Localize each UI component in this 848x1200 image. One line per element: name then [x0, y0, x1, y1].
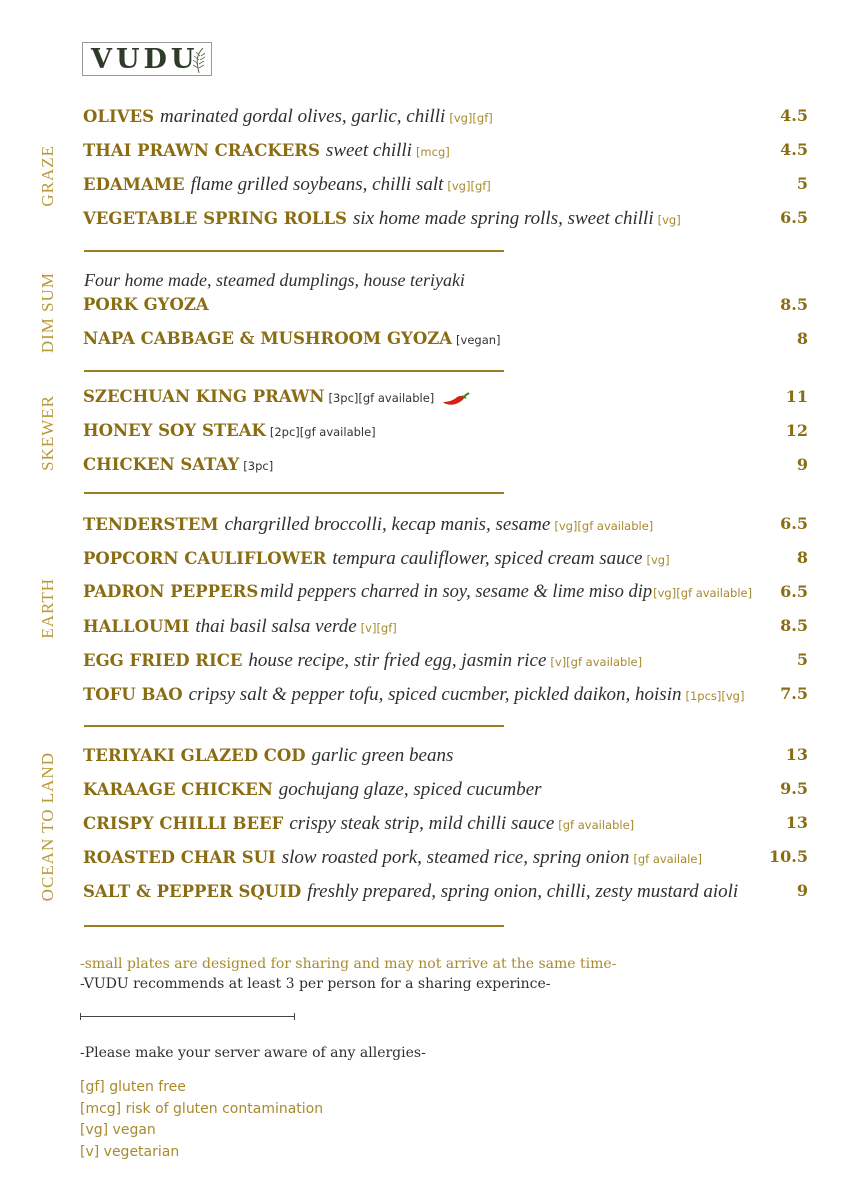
item-name: PORK GYOZA — [83, 295, 209, 314]
item-price: 11 — [785, 387, 808, 406]
legend-item: [gf] gluten free — [80, 1079, 186, 1095]
item-price: 5 — [796, 174, 808, 193]
item-price: 8 — [796, 548, 808, 567]
item-description: slow roasted pork, steamed rice, spring onion — [281, 847, 630, 868]
brand-logo — [82, 42, 212, 76]
section-divider — [84, 725, 504, 727]
item-name: SALT & PEPPER SQUID — [83, 882, 302, 901]
item-description: sweet chilli — [325, 140, 412, 161]
allergy-note: -Please make your server aware of any allergies- — [80, 1045, 426, 1061]
item-price: 8.5 — [780, 616, 808, 635]
chili-pepper-icon — [440, 392, 470, 408]
item-price: 9 — [796, 881, 808, 900]
item-name: THAI PRAWN CRACKERS — [83, 141, 320, 160]
item-description: mild peppers charred in soy, sesame & lime miso dip — [260, 582, 653, 602]
item-name: CHICKEN SATAY — [83, 455, 240, 474]
dietary-legend — [80, 1079, 323, 1165]
menu-item — [83, 847, 808, 873]
item-name: TERIYAKI GLAZED COD — [83, 746, 306, 765]
item-description: thai basil salsa verde — [195, 616, 357, 637]
item-name: ROASTED CHAR SUI — [83, 848, 276, 867]
menu-item — [83, 684, 808, 710]
category-label-graze: GRAZE — [38, 145, 57, 207]
item-description: tempura cauliflower, spiced cream sauce — [332, 548, 643, 569]
item-tags: [1pcs][vg] — [685, 689, 745, 703]
sharing-note: -small plates are designed for sharing and may not arrive at the same time- — [80, 956, 617, 972]
item-price: 4.5 — [780, 140, 808, 159]
item-name: HALLOUMI — [83, 617, 190, 636]
menu-item — [83, 455, 808, 481]
item-name: VEGETABLE SPRING ROLLS — [83, 209, 347, 228]
item-tags: [v][gf available] — [550, 655, 643, 669]
menu-item — [83, 514, 808, 540]
item-name: NAPA CABBAGE & MUSHROOM GYOZA — [83, 329, 453, 348]
leaf-icon — [191, 46, 207, 74]
item-name: POPCORN CAULIFLOWER — [83, 549, 327, 568]
item-description: six home made spring rolls, sweet chilli — [352, 208, 654, 229]
item-tags: [3pc][gf available] — [328, 391, 435, 405]
item-tags: [vg] — [657, 213, 681, 227]
legend-item: [vg] vegan — [80, 1122, 156, 1138]
item-name: TENDERSTEM — [83, 515, 219, 534]
item-name: TOFU BAO — [83, 685, 183, 704]
item-tags: [vg][gf available] — [554, 519, 654, 533]
item-name: HONEY SOY STEAK — [83, 421, 266, 440]
item-description: gochujang glaze, spiced cucumber — [278, 779, 542, 800]
item-description: garlic green beans — [311, 745, 454, 766]
menu-item — [83, 106, 808, 132]
menu-item — [83, 421, 808, 447]
item-name: SZECHUAN KING PRAWN — [83, 387, 325, 406]
menu-item — [83, 745, 808, 771]
item-price: 8.5 — [780, 295, 808, 314]
item-description: chargrilled broccolli, kecap manis, sesame — [224, 514, 551, 535]
item-tags: [v][gf] — [360, 621, 397, 635]
item-tags: [gf available] — [558, 818, 635, 832]
item-price: 6.5 — [780, 514, 808, 533]
section-divider — [84, 492, 504, 494]
item-tags: [vegan] — [456, 333, 501, 347]
category-label-skewer: SKEWER — [38, 395, 57, 471]
menu-item — [83, 295, 808, 321]
item-tags: [vg] — [646, 553, 670, 567]
item-tags: [vg][gf] — [447, 179, 491, 193]
item-description: house recipe, stir fried egg, jasmin rice — [248, 650, 547, 671]
menu-item — [83, 140, 808, 166]
item-price: 7.5 — [780, 684, 808, 703]
menu-item — [83, 174, 808, 200]
category-label-ocean-to-land: OCEAN TO LAND — [38, 752, 57, 902]
notes-divider — [80, 1016, 295, 1017]
item-price: 6.5 — [780, 582, 808, 601]
menu-item — [83, 548, 808, 574]
section-divider — [84, 250, 504, 252]
item-name: EGG FRIED RICE — [83, 651, 243, 670]
item-tags: [2pc][gf available] — [269, 425, 376, 439]
menu-item — [83, 779, 808, 805]
brand-name: VUDU — [91, 43, 199, 75]
menu-item — [83, 616, 808, 642]
section-intro: Four home made, steamed dumplings, house teriyaki — [84, 270, 465, 290]
menu-item — [83, 881, 808, 907]
item-name: EDAMAME — [83, 175, 185, 194]
item-description: cripsy salt & pepper tofu, spiced cucmber, pickled daikon, hoisin — [188, 684, 682, 705]
item-price: 9 — [796, 455, 808, 474]
item-name: CRISPY CHILLI BEEF — [83, 814, 284, 833]
legend-item: [mcg] risk of gluten contamination — [80, 1100, 324, 1117]
item-description: marinated gordal olives, garlic, chilli — [160, 106, 446, 127]
category-label-dim-sum: DIM SUM — [38, 272, 57, 354]
item-price: 4.5 — [780, 106, 808, 125]
item-tags: [gf availale] — [633, 852, 702, 866]
item-price: 8 — [796, 329, 808, 348]
item-price: 13 — [785, 813, 808, 832]
item-price: 9.5 — [780, 779, 808, 798]
item-price: 13 — [785, 745, 808, 764]
item-tags: [mcg] — [415, 145, 450, 159]
menu-item — [83, 813, 808, 839]
menu-item — [83, 329, 808, 355]
item-tags: [vg][gf available] — [653, 586, 753, 600]
menu-item — [83, 387, 808, 413]
item-name: PADRON PEPPERS — [83, 582, 259, 601]
item-description: crispy steak strip, mild chilli sauce — [289, 813, 555, 834]
item-price: 10.5 — [769, 847, 808, 866]
legend-item: [v] vegetarian — [80, 1143, 180, 1160]
item-price: 6.5 — [780, 208, 808, 227]
item-price: 5 — [796, 650, 808, 669]
item-name: KARAAGE CHICKEN — [83, 780, 273, 799]
menu-item — [83, 208, 808, 234]
menu-item — [83, 582, 808, 608]
item-description: freshly prepared, spring onion, chilli, zesty mustard aioli — [307, 881, 739, 902]
menu-item — [83, 650, 808, 676]
item-tags: [3pc] — [243, 459, 274, 473]
section-divider — [84, 925, 504, 927]
item-tags: [vg][gf] — [449, 111, 493, 125]
category-label-earth: EARTH — [38, 578, 57, 639]
section-divider — [84, 370, 504, 372]
item-price: 12 — [785, 421, 808, 440]
recommendation-note: -VUDU recommends at least 3 per person for a sharing experince- — [80, 976, 551, 992]
item-name: OLIVES — [83, 107, 154, 126]
item-description: flame grilled soybeans, chilli salt — [190, 174, 444, 195]
